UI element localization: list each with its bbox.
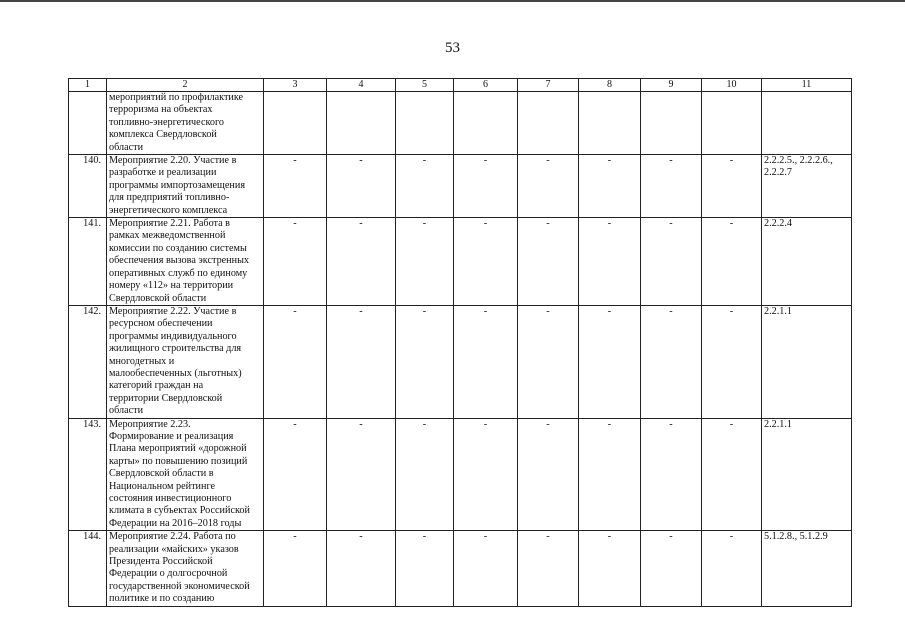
value-cell: -	[396, 418, 454, 531]
activity-description: Мероприятие 2.23. Формирование и реализация Плана мероприятий «дорожной карты» по повышению позиций Свердловской области в Национальном рейтинге состояния инвестиционного климата в субъектах Российской Федерации на 2016–2018 годы	[107, 418, 264, 531]
row-number	[69, 92, 107, 155]
scan-top-border	[0, 0, 905, 2]
value-cell: -	[641, 531, 702, 606]
value-cell: -	[518, 155, 579, 218]
table-row	[69, 305, 852, 418]
value-cell: -	[327, 305, 396, 418]
value-cell: -	[641, 218, 702, 306]
value-cell: -	[396, 155, 454, 218]
row-number: 144.	[69, 531, 107, 606]
value-cell: -	[396, 305, 454, 418]
value-cell: -	[327, 531, 396, 606]
value-cell: -	[264, 531, 327, 606]
indicator-reference: 5.1.2.8., 5.1.2.9	[762, 531, 852, 606]
row-number: 140.	[69, 155, 107, 218]
header-cell: 4	[327, 79, 396, 92]
value-cell: -	[702, 418, 762, 531]
header-cell: 7	[518, 79, 579, 92]
activity-description: Мероприятие 2.21. Работа в рамках межведомственной комиссии по созданию системы обеспечения вызова экстренных оперативных служб по единому номеру «112» на территории Свердловской области	[107, 218, 264, 306]
value-cell	[396, 92, 454, 155]
row-number: 143.	[69, 418, 107, 531]
table-row	[69, 418, 852, 531]
value-cell: -	[518, 418, 579, 531]
value-cell: -	[264, 155, 327, 218]
value-cell: -	[641, 155, 702, 218]
value-cell: -	[579, 218, 641, 306]
value-cell: -	[579, 418, 641, 531]
activity-description: Мероприятие 2.24. Работа по реализации «майских» указов Президента Российской Федерации о долгосрочной государственной экономической политике и по созданию	[107, 531, 264, 606]
value-cell: -	[518, 305, 579, 418]
indicator-reference: 2.2.1.1	[762, 305, 852, 418]
value-cell: -	[454, 418, 518, 531]
header-cell: 9	[641, 79, 702, 92]
value-cell: -	[702, 531, 762, 606]
activity-description: Мероприятие 2.20. Участие в разработке и реализации программы импортозамещения для предприятий топливно- энергетического комплекса	[107, 155, 264, 218]
value-cell: -	[264, 418, 327, 531]
value-cell: -	[518, 218, 579, 306]
value-cell	[518, 92, 579, 155]
value-cell	[327, 92, 396, 155]
value-cell: -	[579, 305, 641, 418]
indicator-reference	[762, 92, 852, 155]
page-number: 53	[445, 40, 460, 56]
header-cell: 11	[762, 79, 852, 92]
value-cell: -	[396, 531, 454, 606]
indicator-reference: 2.2.2.5., 2.2.2.6., 2.2.2.7	[762, 155, 852, 218]
value-cell: -	[702, 218, 762, 306]
table-header-row	[69, 79, 852, 92]
table-row	[69, 218, 852, 306]
plan-table	[68, 78, 852, 607]
header-cell: 6	[454, 79, 518, 92]
header-cell: 10	[702, 79, 762, 92]
value-cell	[579, 92, 641, 155]
indicator-reference: 2.2.1.1	[762, 418, 852, 531]
value-cell: -	[702, 305, 762, 418]
table-row	[69, 531, 852, 606]
table-row	[69, 155, 852, 218]
value-cell: -	[327, 155, 396, 218]
header-cell: 8	[579, 79, 641, 92]
header-cell: 1	[69, 79, 107, 92]
header-cell: 2	[107, 79, 264, 92]
header-cell: 5	[396, 79, 454, 92]
table-row	[69, 92, 852, 155]
value-cell	[641, 92, 702, 155]
value-cell: -	[327, 418, 396, 531]
value-cell: -	[579, 531, 641, 606]
value-cell: -	[454, 531, 518, 606]
value-cell: -	[264, 305, 327, 418]
activity-description: мероприятий по профилактике терроризма на объектах топливно-энергетического комплекса Свердловской области	[107, 92, 264, 155]
header-cell: 3	[264, 79, 327, 92]
value-cell	[702, 92, 762, 155]
value-cell: -	[641, 418, 702, 531]
value-cell: -	[702, 155, 762, 218]
value-cell	[454, 92, 518, 155]
value-cell: -	[454, 305, 518, 418]
value-cell: -	[518, 531, 579, 606]
row-number: 141.	[69, 218, 107, 306]
value-cell: -	[396, 218, 454, 306]
value-cell: -	[641, 305, 702, 418]
indicator-reference: 2.2.2.4	[762, 218, 852, 306]
value-cell: -	[454, 218, 518, 306]
value-cell: -	[454, 155, 518, 218]
activity-description: Мероприятие 2.22. Участие в ресурсном обеспечении программы индивидуального жилищного строительства для многодетных и малообеспеченных (льготных) категорий граждан на территории Свердловской области	[107, 305, 264, 418]
value-cell	[264, 92, 327, 155]
value-cell: -	[579, 155, 641, 218]
row-number: 142.	[69, 305, 107, 418]
value-cell: -	[327, 218, 396, 306]
value-cell: -	[264, 218, 327, 306]
